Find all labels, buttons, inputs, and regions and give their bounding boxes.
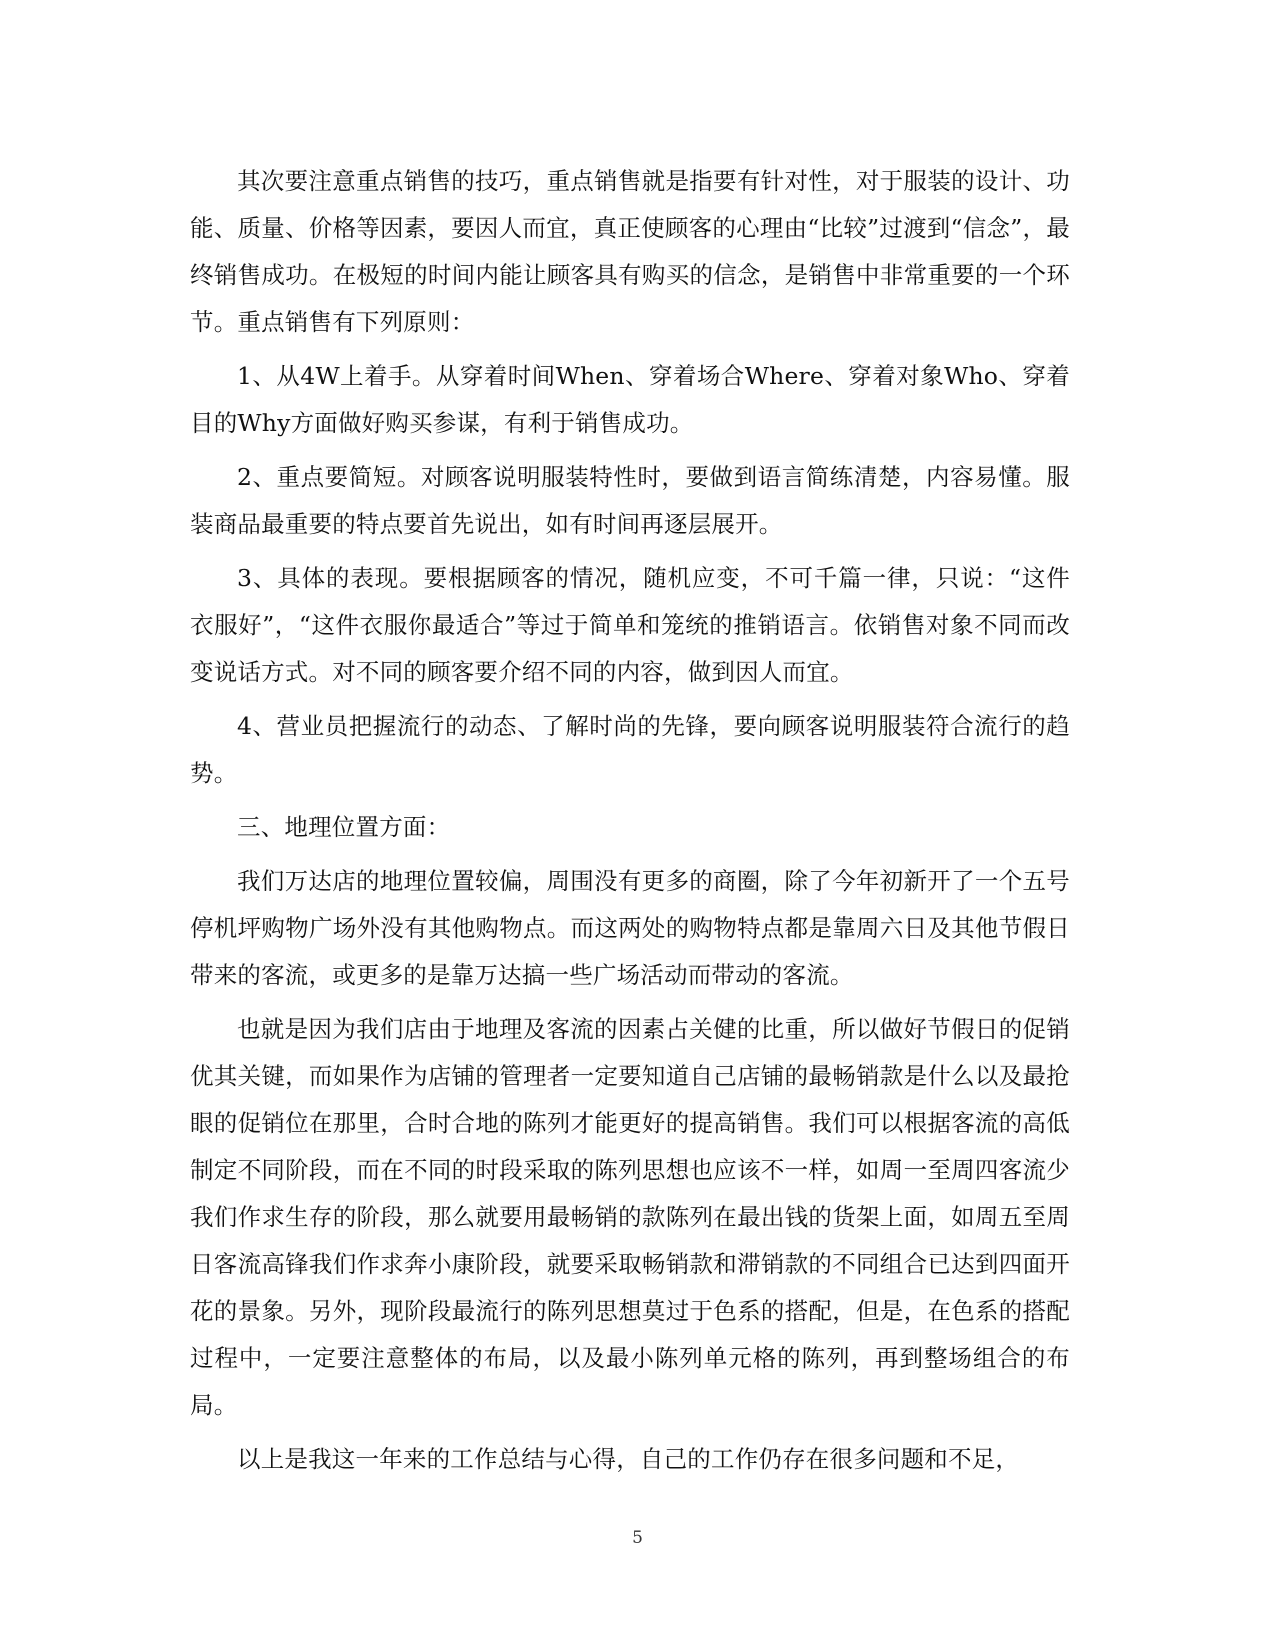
page-number: 5 [632, 1528, 643, 1548]
paragraph-principle-3: 3、具体的表现。要根据顾客的情况，随机应变，不可千篇一律，只说：“这件衣服好”，“这件衣服你最适合”等过于简单和笼统的推销语言。依销售对象不同而改变说话方式。对不同的顾客要介绍不同的内容，做到因人而宜。 [190, 564, 1070, 686]
paragraph-principle-4: 4、营业员把握流行的动态、了解时尚的先锋，要向顾客说明服装符合流行的趋势。 [190, 712, 1070, 787]
paragraph-display-strategy: 也就是因为我们店由于地理及客流的因素占关健的比重，所以做好节假日的促销优其关键，而如果作为店铺的管理者一定要知道自己店铺的最畅销款是什么以及最抢眼的促销位在那里，合时合地的陈列才能更好的提高销售。我们可以根据客流的高低制定不同阶段，而在不同的时段采取的陈列思想也应该不一样，如周一至周四客流少我们作求生存的阶段，那么就要用最畅销的款陈列在最出钱的货架上面，如周五至周日客流高锋我们作求奔小康阶段，就要采取畅销款和滞销款的不同组合已达到四面开花的景象。另外，现阶段最流行的陈列思想莫过于色系的搭配，但是，在色系的搭配过程中，一定要注意整体的布局，以及最小陈列单元格的陈列，再到整场组合的布局。 [190, 1015, 1070, 1419]
paragraph-principle-1: 1、从4W上着手。从穿着时间When、穿着场合Where、穿着对象Who、穿着目的Why方面做好购买参谋，有利于销售成功。 [190, 362, 1070, 437]
paragraph-principle-2: 2、重点要简短。对顾客说明服装特性时，要做到语言简练清楚，内容易懂。服装商品最重要的特点要首先说出，如有时间再逐层展开。 [190, 463, 1070, 538]
paragraph-sales-technique: 其次要注意重点销售的技巧，重点销售就是指要有针对性，对于服装的设计、功能、质量、价格等因素，要因人而宜，真正使顾客的心理由“比较”过渡到“信念”，最终销售成功。在极短的时间内能让顾客具有购买的信念，是销售中非常重要的一个环节。重点销售有下列原则： [190, 167, 1070, 336]
document-body [190, 158, 1070, 1490]
section-heading-location: 三、地理位置方面： [237, 813, 451, 841]
paragraph-location: 我们万达店的地理位置较偏，周围没有更多的商圈，除了今年初新开了一个五号停机坪购物广场外没有其他购物点。而这两处的购物特点都是靠周六日及其他节假日带来的客流，或更多的是靠万达搞一些广场活动而带动的客流。 [190, 867, 1070, 989]
paragraph-conclusion: 以上是我这一年来的工作总结与心得，自己的工作仍存在很多问题和不足， [237, 1445, 1020, 1473]
